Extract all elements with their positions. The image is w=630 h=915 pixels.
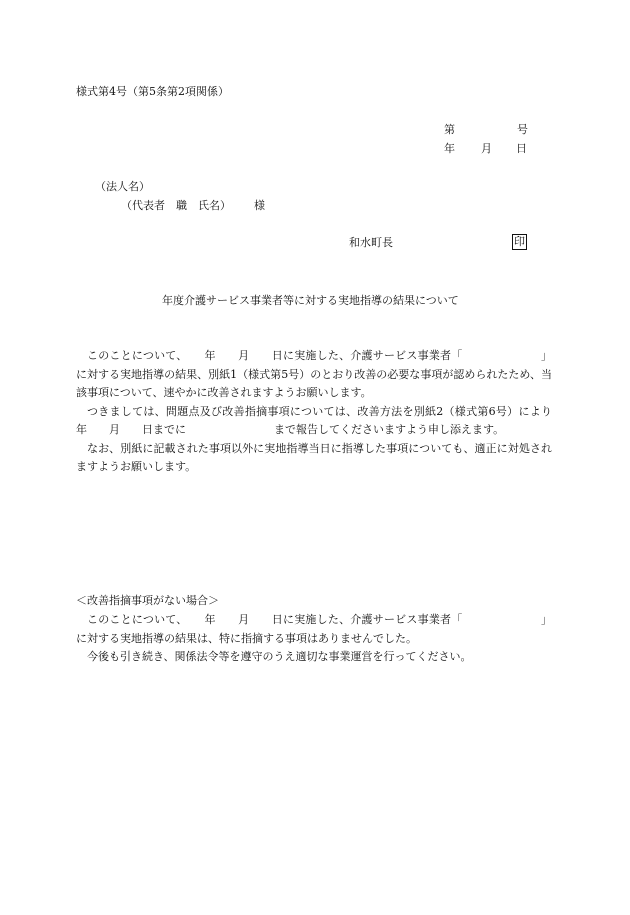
doc-number-prefix: 第 <box>444 123 455 136</box>
no-findings-paragraph-2: 今後も引き続き、関係法令等を遵守のうえ適切な事業運営を行ってください。 <box>87 650 472 663</box>
seal-mark <box>512 234 527 250</box>
body-paragraph-2: つきましては、問題点及び改善指摘事項については、改善方法を別紙2（様式第6号）により 年 月 日までに まで報告してくださいますよう申し添えます。 <box>76 404 574 436</box>
date-year: 年 <box>444 142 455 155</box>
addressee-representative: （代表者 職 氏名） <box>121 199 231 212</box>
addressee-honorific: 様 <box>254 199 265 212</box>
no-findings-heading: ＜改善指摘事項がない場合＞ <box>76 594 219 607</box>
sender-title: 和水町長 <box>349 236 393 249</box>
date-day: 日 <box>516 142 527 155</box>
document-title: 年度介護サービス事業者等に対する実地指導の結果について <box>162 294 459 307</box>
addressee-corporation: （法人名） <box>95 180 150 193</box>
no-findings-section <box>76 611 552 667</box>
body-section <box>76 347 574 477</box>
date-month: 月 <box>481 142 492 155</box>
form-number: 様式第4号（第5条第2項関係） <box>76 85 229 98</box>
seal-glyph: 印 <box>514 235 525 248</box>
doc-number-suffix: 号 <box>517 123 528 136</box>
body-paragraph-1: このことについて、 年 月 日に実施した、介護サービス事業者「 」に対する実地指導の結果、別紙1（様式第5号）のとおり改善の必要な事項が認められたため、当該事項について、速やかに改善されますようお願いします。 <box>76 349 552 399</box>
body-paragraph-3: なお、別紙に記載された事項以外に実地指導当日に指導した事項についても、適正に対処されますようお願いします。 <box>76 441 552 473</box>
no-findings-paragraph-1: このことについて、 年 月 日に実施した、介護サービス事業者「 」に対する実地指導の結果は、特に指摘する事項はありませんでした。 <box>76 613 552 645</box>
